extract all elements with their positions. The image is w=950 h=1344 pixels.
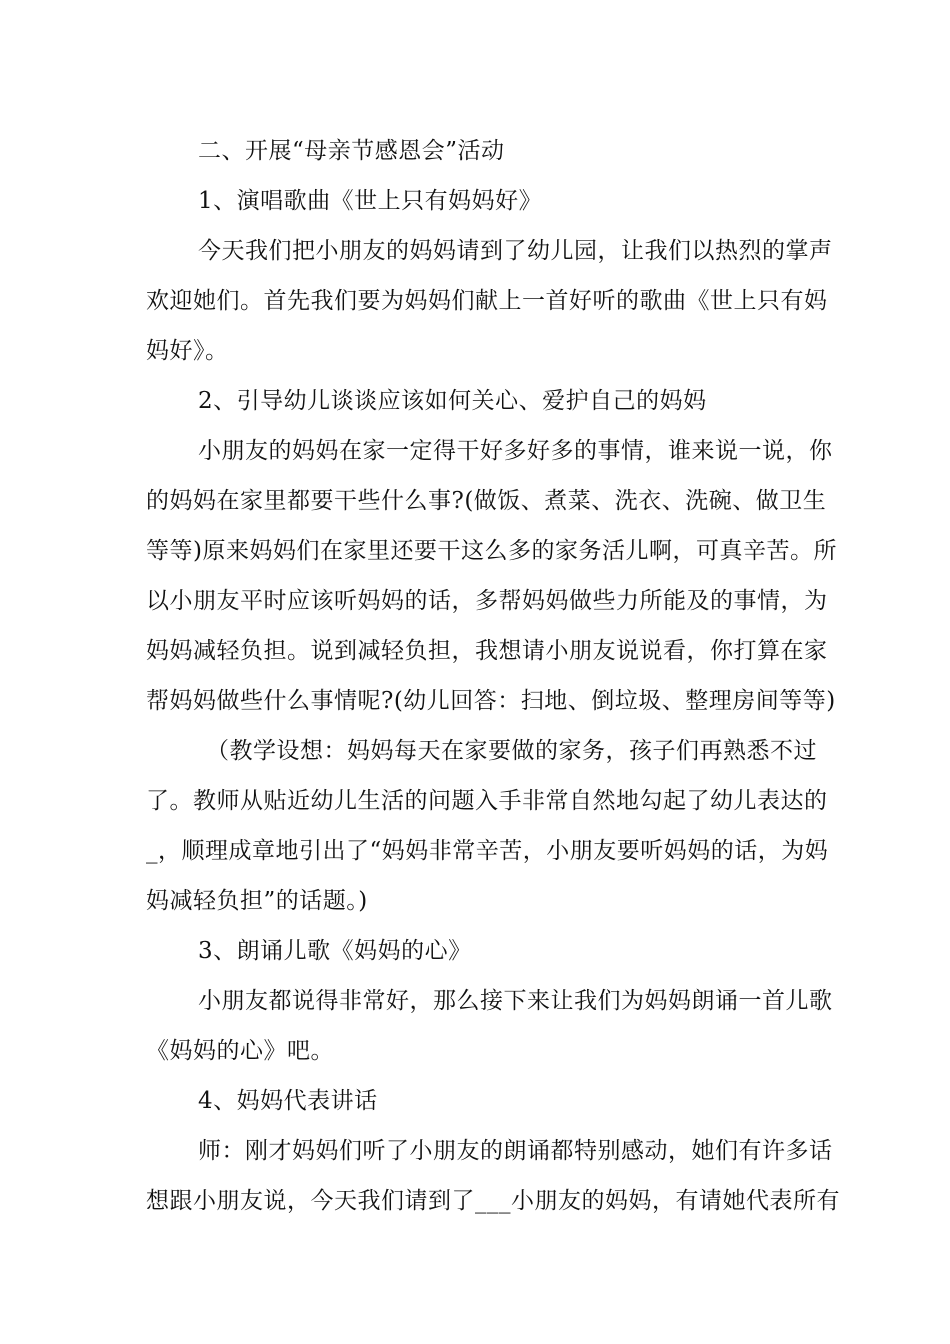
teaching-note-line: 了。教师从贴近幼儿生活的问题入手非常自然地勾起了幼儿表达的: [146, 788, 828, 814]
paragraph-line: 小朋友都说得非常好，那么接下来让我们为妈妈朗诵一首儿歌: [198, 988, 833, 1014]
paragraph-line: 《妈妈的心》吧。: [146, 1038, 334, 1064]
paragraph-line: 小朋友的妈妈在家一定得干好多好多的事情，谁来说一说，你: [198, 438, 833, 464]
teaching-note-line: 妈减轻负担”的话题。): [146, 888, 368, 914]
subsection-heading-3: 3、朗诵儿歌《妈妈的心》: [198, 938, 472, 964]
paragraph-line: 等等)原来妈妈们在家里还要干这么多的家务活儿啊，可真辛苦。所: [146, 538, 837, 564]
paragraph-line: 欢迎她们。首先我们要为妈妈们献上一首好听的歌曲《世上只有妈: [146, 288, 828, 314]
paragraph-line: 师：刚才妈妈们听了小朋友的朗诵都特别感动，她们有许多话: [198, 1138, 833, 1164]
subsection-heading-2: 2、引导幼儿谈谈应该如何关心、爱护自己的妈妈: [198, 388, 707, 414]
paragraph-line: 妈妈减轻负担。说到减轻负担，我想请小朋友说说看，你打算在家: [146, 638, 828, 664]
paragraph-line: 妈好》。: [146, 338, 229, 364]
subsection-heading-1: 1、演唱歌曲《世上只有妈妈好》: [198, 188, 543, 214]
teaching-note-line: _，顺理成章地引出了“妈妈非常辛苦，小朋友要听妈妈的话，为妈: [146, 838, 829, 864]
section-heading: 二、开展“母亲节感恩会”活动: [198, 138, 505, 164]
paragraph-line: 以小朋友平时应该听妈妈的话，多帮妈妈做些力所能及的事情，为: [146, 588, 828, 614]
subsection-heading-4: 4、妈妈代表讲话: [198, 1088, 378, 1114]
paragraph-line: 想跟小朋友说，今天我们请到了___小朋友的妈妈，有请她代表所有: [146, 1188, 840, 1214]
teaching-note-line: （教学设想：妈妈每天在家要做的家务，孩子们再熟悉不过: [206, 738, 817, 764]
paragraph-line: 的妈妈在家里都要干些什么事?(做饭、煮菜、洗衣、洗碗、做卫生: [146, 488, 827, 514]
paragraph-line: 帮妈妈做些什么事情呢?(幼儿回答：扫地、倒垃圾、整理房间等等): [146, 688, 836, 714]
paragraph-line: 今天我们把小朋友的妈妈请到了幼儿园，让我们以热烈的掌声: [198, 238, 833, 264]
